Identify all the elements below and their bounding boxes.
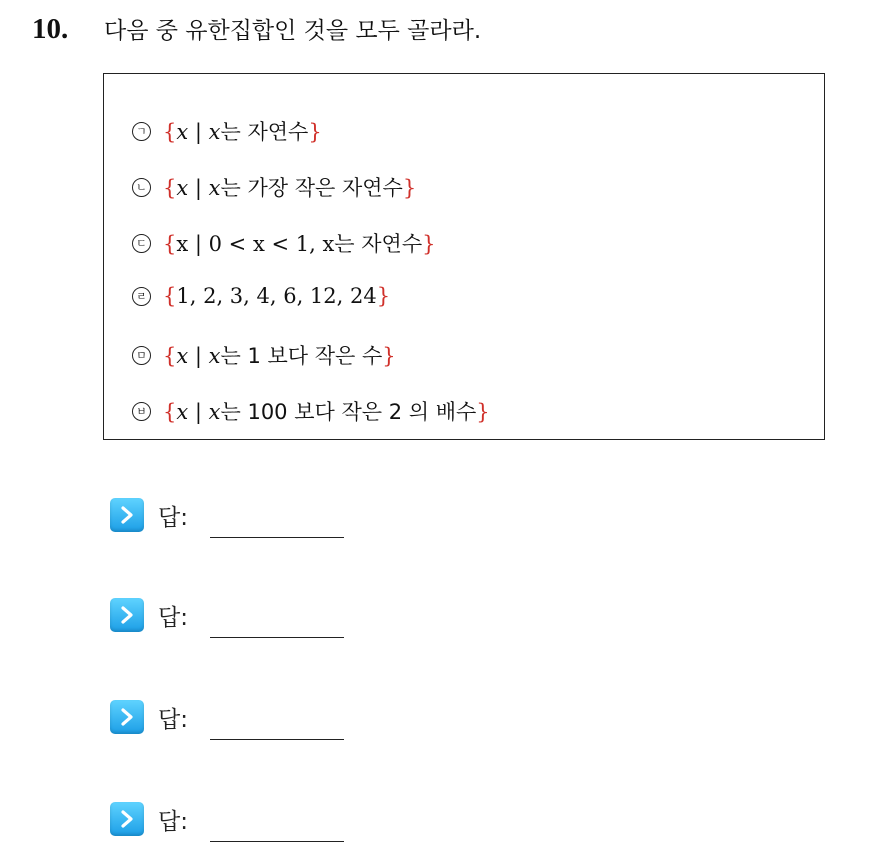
chevron-right-icon <box>110 598 144 632</box>
choice-6 <box>132 396 490 426</box>
choice-marker: ㄴ <box>132 178 151 197</box>
choice-1 <box>132 116 322 146</box>
set-condition: 는 자연수 <box>334 232 423 256</box>
choice-marker: ㄹ <box>132 287 151 306</box>
question-header <box>32 12 481 46</box>
answer-blank[interactable] <box>210 841 344 843</box>
close-brace: } <box>382 344 396 368</box>
choice-marker: ㄱ <box>132 122 151 141</box>
open-brace: { <box>163 232 177 256</box>
question-prompt: 다음 중 유한집합인 것을 모두 골라라. <box>104 18 482 44</box>
answer-label: 답: <box>158 808 188 835</box>
set-expression <box>163 340 396 370</box>
open-brace: { <box>163 120 177 144</box>
set-condition: 는 100 보다 작은 2 의 배수 <box>220 400 477 424</box>
answer-row-4 <box>110 802 344 836</box>
set-expression <box>163 172 416 202</box>
choice-2 <box>132 172 416 202</box>
choice-marker: ㅂ <box>132 402 151 421</box>
set-expression <box>163 116 322 146</box>
answer-row-1 <box>110 498 344 532</box>
close-brace: } <box>422 232 436 256</box>
choice-marker: ㄷ <box>132 234 151 253</box>
set-body: x | 0 < x < 1, x <box>176 232 335 256</box>
choice-3 <box>132 228 436 258</box>
set-body: x | x <box>176 176 221 200</box>
answer-row-3 <box>110 700 344 734</box>
set-expression <box>163 228 436 258</box>
set-body: x | x <box>176 400 221 424</box>
set-body: x | x <box>176 344 221 368</box>
answer-blank[interactable] <box>210 537 344 539</box>
answer-blank[interactable] <box>210 739 344 741</box>
choice-4 <box>132 284 390 308</box>
close-brace: } <box>376 284 391 308</box>
chevron-right-icon <box>110 802 144 836</box>
set-body: 1, 2, 3, 4, 6, 12, 24 <box>176 284 377 308</box>
answer-blank[interactable] <box>210 637 344 639</box>
open-brace: { <box>163 344 177 368</box>
close-brace: } <box>308 120 322 144</box>
chevron-right-icon <box>110 498 144 532</box>
chevron-right-icon <box>110 700 144 734</box>
answer-row-2 <box>110 598 344 632</box>
choice-5 <box>132 340 396 370</box>
open-brace: { <box>163 176 177 200</box>
answer-label: 답: <box>158 706 188 733</box>
choice-marker: ㅁ <box>132 346 151 365</box>
open-brace: { <box>163 400 177 424</box>
set-expression <box>163 396 490 426</box>
choices-box <box>103 73 825 440</box>
set-body: x | x <box>176 120 221 144</box>
answer-label: 답: <box>158 604 188 631</box>
open-brace: { <box>163 284 177 308</box>
set-condition: 는 가장 작은 자연수 <box>220 176 403 200</box>
close-brace: } <box>476 400 490 424</box>
answer-label: 답: <box>158 504 188 531</box>
set-expression <box>163 284 390 308</box>
set-condition: 는 1 보다 작은 수 <box>220 344 383 368</box>
set-condition: 는 자연수 <box>220 120 309 144</box>
question-number: 10. <box>32 13 69 45</box>
close-brace: } <box>402 176 417 200</box>
